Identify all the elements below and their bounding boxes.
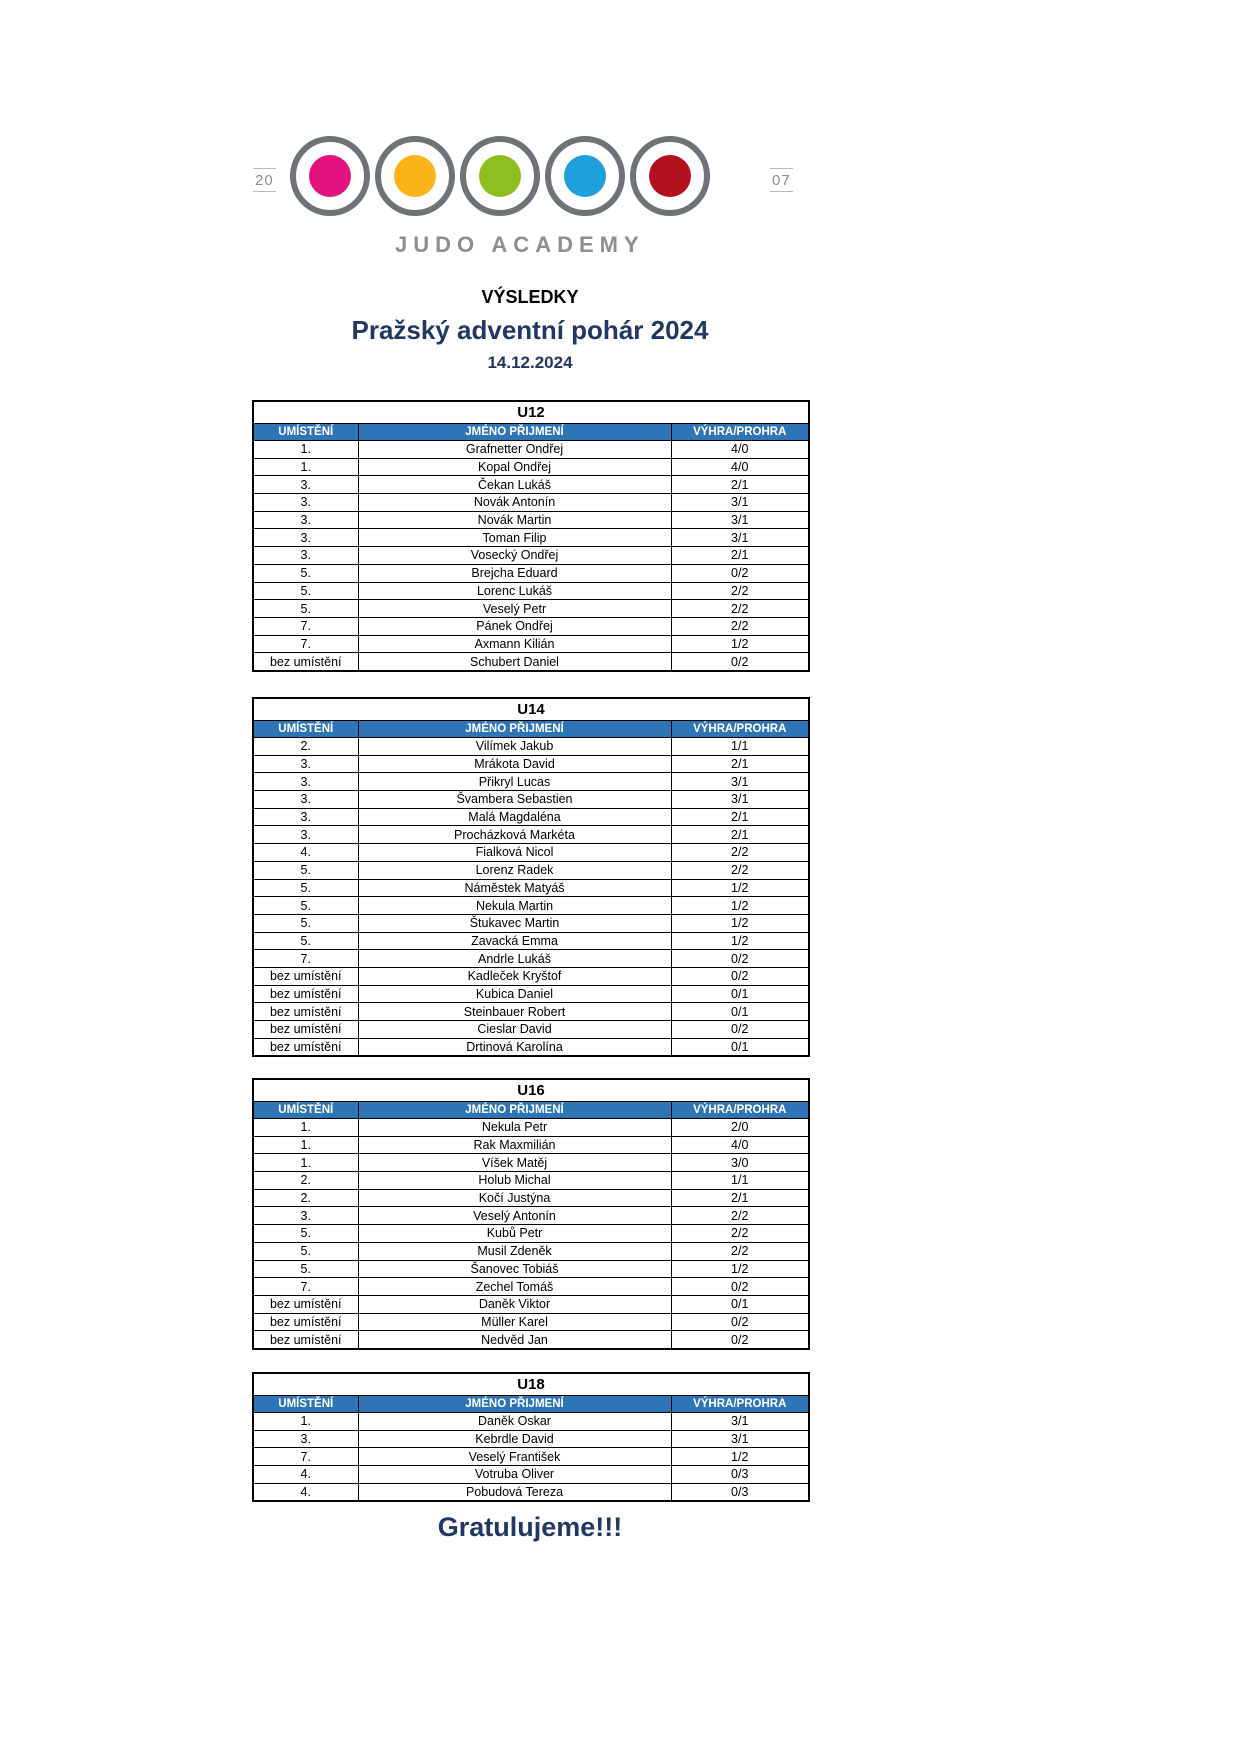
column-header-score: VÝHRA/PROHRA <box>671 424 809 441</box>
score-cell: 0/2 <box>671 950 809 968</box>
table-row <box>253 1003 809 1021</box>
table-row <box>253 914 809 932</box>
table-row <box>253 950 809 968</box>
score-cell: 0/1 <box>671 985 809 1003</box>
score-cell: 0/2 <box>671 1021 809 1039</box>
place-cell: 4. <box>253 844 358 862</box>
name-cell: Pánek Ondřej <box>358 617 671 635</box>
name-cell: Kočí Justýna <box>358 1189 671 1207</box>
place-cell: 5. <box>253 600 358 618</box>
name-cell: Čekan Lukáš <box>358 476 671 494</box>
table-row <box>253 600 809 618</box>
name-cell: Schubert Daniel <box>358 653 671 671</box>
logo-ring-4 <box>545 136 625 216</box>
results-label: VÝSLEDKY <box>481 287 579 307</box>
score-cell: 4/0 <box>671 458 809 476</box>
category-row <box>253 1373 809 1396</box>
name-cell: Veselý Antonín <box>358 1207 671 1225</box>
score-cell: 2/1 <box>671 826 809 844</box>
name-cell: Procházková Markéta <box>358 826 671 844</box>
name-cell: Štukavec Martin <box>358 914 671 932</box>
name-cell: Lorenz Radek <box>358 861 671 879</box>
score-cell: 1/2 <box>671 1260 809 1278</box>
place-cell: 5. <box>253 897 358 915</box>
name-cell: Přikryl Lucas <box>358 773 671 791</box>
logo-ring-5 <box>630 136 710 216</box>
results-table-u16 <box>252 1078 810 1350</box>
category-name: U14 <box>253 698 809 721</box>
place-cell: 3. <box>253 826 358 844</box>
score-cell: 0/2 <box>671 1313 809 1331</box>
table-row <box>253 582 809 600</box>
name-cell: Müller Karel <box>358 1313 671 1331</box>
category-row <box>253 698 809 721</box>
place-cell: 5. <box>253 932 358 950</box>
logo-dot-2 <box>394 155 436 197</box>
table-row <box>253 879 809 897</box>
place-cell: bez umístění <box>253 985 358 1003</box>
name-cell: Lorenc Lukáš <box>358 582 671 600</box>
name-cell: Kubica Daniel <box>358 985 671 1003</box>
table-row <box>253 1242 809 1260</box>
logo-dot-4 <box>564 155 606 197</box>
category-name: U16 <box>253 1079 809 1102</box>
score-cell: 2/2 <box>671 600 809 618</box>
table-row <box>253 985 809 1003</box>
results-table-u12 <box>252 400 810 672</box>
table-row <box>253 808 809 826</box>
name-cell: Zavacká Emma <box>358 932 671 950</box>
table-row <box>253 932 809 950</box>
table-row <box>253 755 809 773</box>
name-cell: Vilímek Jakub <box>358 738 671 756</box>
table-row <box>253 1331 809 1349</box>
place-cell: bez umístění <box>253 967 358 985</box>
name-cell: Nekula Martin <box>358 897 671 915</box>
column-header-name: JMÉNO PŘIJMENÍ <box>358 721 671 738</box>
score-cell: 0/2 <box>671 653 809 671</box>
table-row <box>253 1483 809 1501</box>
column-header-score: VÝHRA/PROHRA <box>671 721 809 738</box>
score-cell: 2/1 <box>671 808 809 826</box>
score-cell: 2/0 <box>671 1119 809 1137</box>
place-cell: bez umístění <box>253 1021 358 1039</box>
place-cell: 1. <box>253 1154 358 1172</box>
place-cell: 4. <box>253 1466 358 1484</box>
column-header-place: UMÍSTĚNÍ <box>253 1102 358 1119</box>
table-row <box>253 861 809 879</box>
table-row <box>253 494 809 512</box>
score-cell: 1/2 <box>671 1448 809 1466</box>
table-row <box>253 635 809 653</box>
score-cell: 2/2 <box>671 844 809 862</box>
table-row <box>253 441 809 459</box>
column-header-place: UMÍSTĚNÍ <box>253 1396 358 1413</box>
name-cell: Steinbauer Robert <box>358 1003 671 1021</box>
column-header-name: JMÉNO PŘIJMENÍ <box>358 1396 671 1413</box>
place-cell: 3. <box>253 476 358 494</box>
table-row <box>253 1038 809 1056</box>
score-cell: 2/1 <box>671 547 809 565</box>
place-cell: 5. <box>253 914 358 932</box>
score-cell: 4/0 <box>671 441 809 459</box>
logo-year-left: 20 <box>253 168 276 192</box>
column-header-name: JMÉNO PŘIJMENÍ <box>358 1102 671 1119</box>
place-cell: 7. <box>253 950 358 968</box>
table-row <box>253 1260 809 1278</box>
name-cell: Fialková Nicol <box>358 844 671 862</box>
score-cell: 3/1 <box>671 791 809 809</box>
place-cell: 5. <box>253 582 358 600</box>
score-cell: 2/2 <box>671 1207 809 1225</box>
place-cell: 5. <box>253 1225 358 1243</box>
name-cell: Vosecký Ondřej <box>358 547 671 565</box>
name-cell: Šanovec Tobiáš <box>358 1260 671 1278</box>
place-cell: bez umístění <box>253 1295 358 1313</box>
place-cell: 5. <box>253 861 358 879</box>
place-cell: bez umístění <box>253 1313 358 1331</box>
place-cell: 1. <box>253 441 358 459</box>
name-cell: Nekula Petr <box>358 1119 671 1137</box>
place-cell: bez umístění <box>253 1003 358 1021</box>
logo-dot-5 <box>649 155 691 197</box>
column-header-place: UMÍSTĚNÍ <box>253 721 358 738</box>
place-cell: 3. <box>253 529 358 547</box>
logo-dot-3 <box>479 155 521 197</box>
score-cell: 3/1 <box>671 1413 809 1431</box>
name-cell: Pobudová Tereza <box>358 1483 671 1501</box>
column-header-place: UMÍSTĚNÍ <box>253 424 358 441</box>
place-cell: 5. <box>253 1242 358 1260</box>
score-cell: 2/2 <box>671 1242 809 1260</box>
name-cell: Nedvěd Jan <box>358 1331 671 1349</box>
place-cell: 1. <box>253 1136 358 1154</box>
table-row <box>253 529 809 547</box>
name-cell: Axmann Kilián <box>358 635 671 653</box>
score-cell: 2/2 <box>671 861 809 879</box>
place-cell: 3. <box>253 547 358 565</box>
table-row <box>253 511 809 529</box>
table-row <box>253 1207 809 1225</box>
score-cell: 0/2 <box>671 1331 809 1349</box>
name-cell: Zechel Tomáš <box>358 1278 671 1296</box>
table-row <box>253 1225 809 1243</box>
name-cell: Brejcha Eduard <box>358 564 671 582</box>
table-row <box>253 653 809 671</box>
score-cell: 1/1 <box>671 1172 809 1190</box>
table-row <box>253 1189 809 1207</box>
place-cell: 4. <box>253 1483 358 1501</box>
table-row <box>253 617 809 635</box>
score-cell: 3/1 <box>671 529 809 547</box>
place-cell: 5. <box>253 879 358 897</box>
category-name: U18 <box>253 1373 809 1396</box>
name-cell: Musil Zdeněk <box>358 1242 671 1260</box>
logo-year-right: 07 <box>770 168 793 192</box>
logo-brand-text: JUDO ACADEMY <box>395 232 645 257</box>
name-cell: Malá Magdaléna <box>358 808 671 826</box>
score-cell: 3/1 <box>671 773 809 791</box>
score-cell: 0/3 <box>671 1483 809 1501</box>
column-header-row <box>253 721 809 738</box>
place-cell: 2. <box>253 1172 358 1190</box>
score-cell: 0/1 <box>671 1295 809 1313</box>
name-cell: Švambera Sebastien <box>358 791 671 809</box>
table-row <box>253 1313 809 1331</box>
category-row <box>253 401 809 424</box>
column-header-row <box>253 424 809 441</box>
name-cell: Cieslar David <box>358 1021 671 1039</box>
score-cell: 3/1 <box>671 1430 809 1448</box>
place-cell: 3. <box>253 808 358 826</box>
table-row <box>253 476 809 494</box>
score-cell: 2/1 <box>671 755 809 773</box>
column-header-row <box>253 1396 809 1413</box>
score-cell: 3/1 <box>671 494 809 512</box>
table-row <box>253 773 809 791</box>
score-cell: 1/2 <box>671 897 809 915</box>
table-row <box>253 826 809 844</box>
place-cell: 3. <box>253 773 358 791</box>
table-row <box>253 564 809 582</box>
table-row <box>253 1172 809 1190</box>
place-cell: 7. <box>253 635 358 653</box>
place-cell: 5. <box>253 564 358 582</box>
score-cell: 1/2 <box>671 879 809 897</box>
place-cell: bez umístění <box>253 653 358 671</box>
name-cell: Veselý Petr <box>358 600 671 618</box>
table-row <box>253 1448 809 1466</box>
table-row <box>253 897 809 915</box>
name-cell: Kopal Ondřej <box>358 458 671 476</box>
score-cell: 0/1 <box>671 1003 809 1021</box>
name-cell: Toman Filip <box>358 529 671 547</box>
name-cell: Rak Maxmilián <box>358 1136 671 1154</box>
place-cell: 3. <box>253 755 358 773</box>
table-row <box>253 1295 809 1313</box>
score-cell: 2/2 <box>671 1225 809 1243</box>
name-cell: Novák Antonín <box>358 494 671 512</box>
score-cell: 1/2 <box>671 932 809 950</box>
table-row <box>253 1136 809 1154</box>
name-cell: Veselý František <box>358 1448 671 1466</box>
table-row <box>253 1154 809 1172</box>
score-cell: 1/1 <box>671 738 809 756</box>
score-cell: 0/2 <box>671 967 809 985</box>
score-cell: 2/2 <box>671 617 809 635</box>
column-header-score: VÝHRA/PROHRA <box>671 1102 809 1119</box>
name-cell: Drtinová Karolína <box>358 1038 671 1056</box>
place-cell: 7. <box>253 1278 358 1296</box>
column-header-name: JMÉNO PŘIJMENÍ <box>358 424 671 441</box>
place-cell: 3. <box>253 791 358 809</box>
score-cell: 0/2 <box>671 564 809 582</box>
table-row <box>253 1430 809 1448</box>
logo-dot-1 <box>309 155 351 197</box>
place-cell: 5. <box>253 1260 358 1278</box>
place-cell: 2. <box>253 738 358 756</box>
table-row <box>253 967 809 985</box>
name-cell: Grafnetter Ondřej <box>358 441 671 459</box>
score-cell: 1/2 <box>671 914 809 932</box>
place-cell: 1. <box>253 1413 358 1431</box>
table-row <box>253 1278 809 1296</box>
score-cell: 4/0 <box>671 1136 809 1154</box>
name-cell: Náměstek Matyáš <box>358 879 671 897</box>
place-cell: 3. <box>253 511 358 529</box>
score-cell: 0/1 <box>671 1038 809 1056</box>
score-cell: 0/3 <box>671 1466 809 1484</box>
place-cell: 1. <box>253 458 358 476</box>
name-cell: Votruba Oliver <box>358 1466 671 1484</box>
congratulations-text: Gratulujeme!!! <box>437 1512 623 1542</box>
name-cell: Kadleček Kryštof <box>358 967 671 985</box>
logo-ring-3 <box>460 136 540 216</box>
name-cell: Kubů Petr <box>358 1225 671 1243</box>
score-cell: 3/1 <box>671 511 809 529</box>
place-cell: bez umístění <box>253 1331 358 1349</box>
place-cell: 3. <box>253 1207 358 1225</box>
logo-ring-1 <box>290 136 370 216</box>
table-row <box>253 738 809 756</box>
results-table-u14 <box>252 697 810 1057</box>
table-row <box>253 1413 809 1431</box>
place-cell: 1. <box>253 1119 358 1137</box>
score-cell: 3/0 <box>671 1154 809 1172</box>
place-cell: 3. <box>253 494 358 512</box>
page-title: Pražský adventní pohár 2024 <box>351 315 709 345</box>
name-cell: Daněk Oskar <box>358 1413 671 1431</box>
place-cell: 7. <box>253 617 358 635</box>
judo-academy-logo <box>250 128 800 268</box>
logo-ring-2 <box>375 136 455 216</box>
table-row <box>253 1021 809 1039</box>
score-cell: 2/1 <box>671 1189 809 1207</box>
column-header-row <box>253 1102 809 1119</box>
place-cell: 7. <box>253 1448 358 1466</box>
score-cell: 0/2 <box>671 1278 809 1296</box>
column-header-score: VÝHRA/PROHRA <box>671 1396 809 1413</box>
name-cell: Kebrdle David <box>358 1430 671 1448</box>
name-cell: Holub Michal <box>358 1172 671 1190</box>
name-cell: Novák Martin <box>358 511 671 529</box>
category-row <box>253 1079 809 1102</box>
category-name: U12 <box>253 401 809 424</box>
table-row <box>253 1119 809 1137</box>
score-cell: 2/1 <box>671 476 809 494</box>
score-cell: 1/2 <box>671 635 809 653</box>
place-cell: bez umístění <box>253 1038 358 1056</box>
table-row <box>253 547 809 565</box>
place-cell: 2. <box>253 1189 358 1207</box>
table-row <box>253 458 809 476</box>
table-row <box>253 844 809 862</box>
name-cell: Andrle Lukáš <box>358 950 671 968</box>
results-table-u18 <box>252 1372 810 1502</box>
name-cell: Víšek Matěj <box>358 1154 671 1172</box>
name-cell: Mrákota David <box>358 755 671 773</box>
table-row <box>253 1466 809 1484</box>
place-cell: 3. <box>253 1430 358 1448</box>
table-row <box>253 791 809 809</box>
name-cell: Daněk Viktor <box>358 1295 671 1313</box>
event-date: 14.12.2024 <box>487 353 573 372</box>
score-cell: 2/2 <box>671 582 809 600</box>
